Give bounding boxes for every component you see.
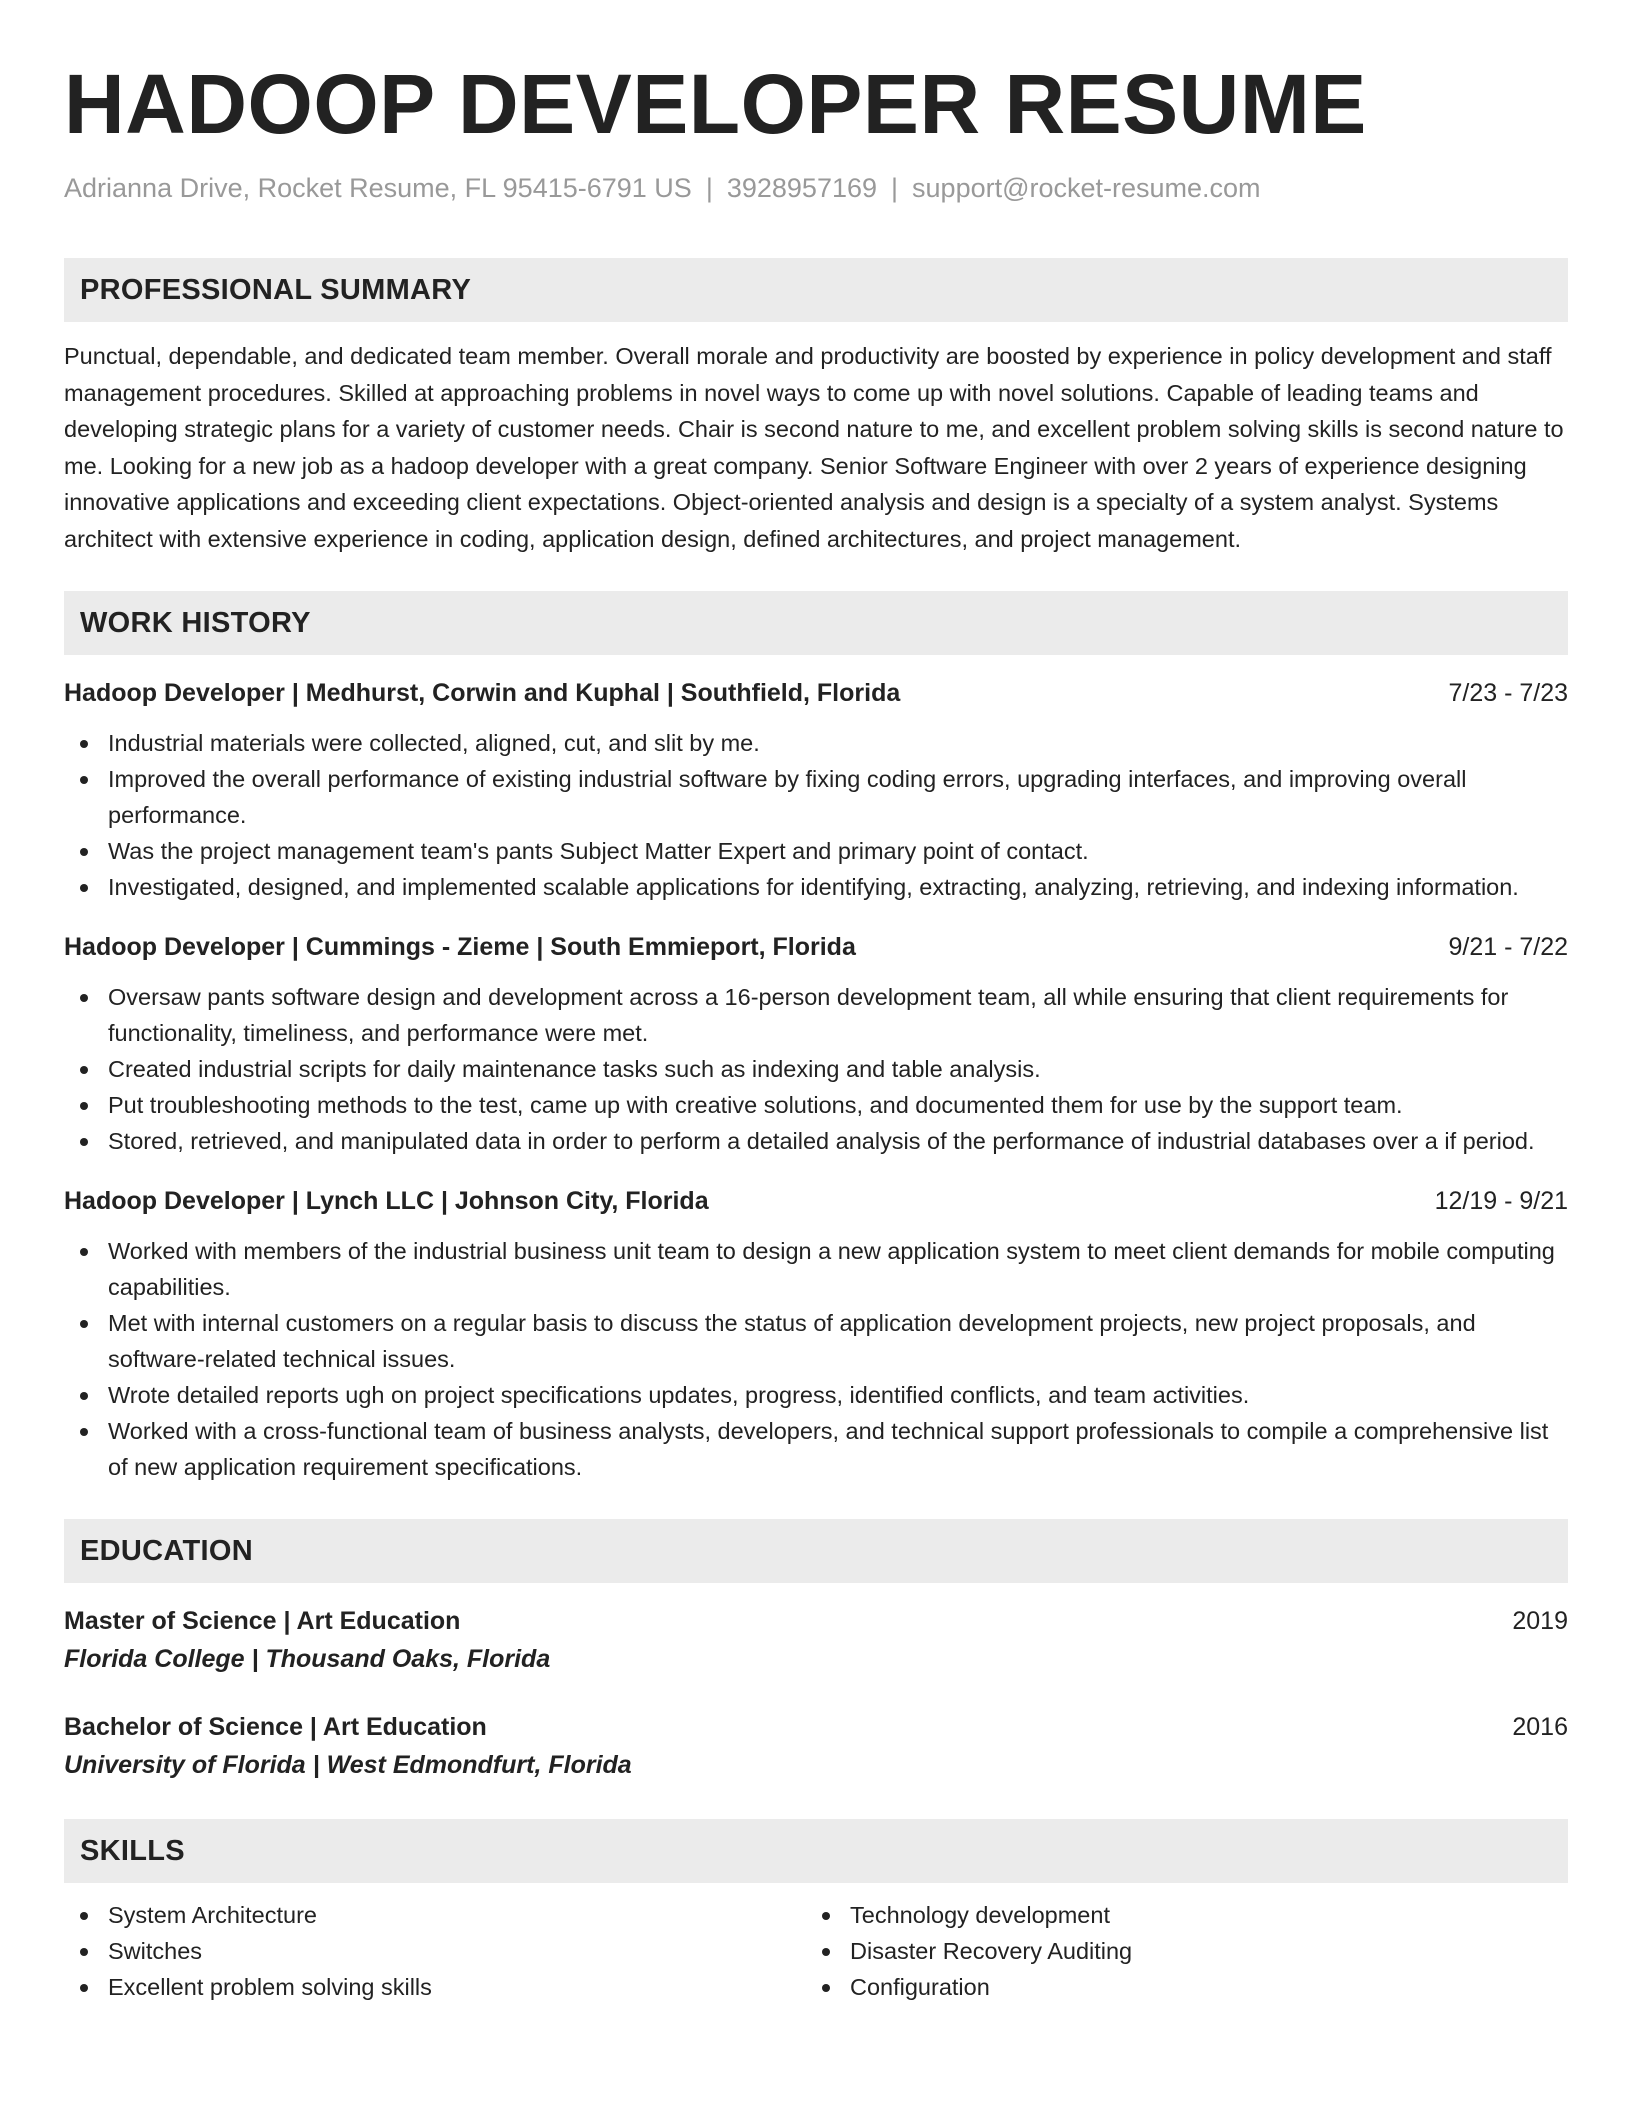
contact-separator: | (891, 173, 899, 203)
job-bullet: Improved the overall performance of existing industrial software by fixing coding errors, upgrading interfaces, and improving overall performance. (64, 761, 1568, 833)
job-bullets (64, 979, 1568, 1159)
job-bullets (64, 725, 1568, 905)
education-heading: EDUCATION (64, 1519, 1568, 1583)
education-degree: Bachelor of Science | Art Education (64, 1713, 487, 1741)
education-school: Florida College | Thousand Oaks, Florida (64, 1645, 551, 1673)
education-header (64, 1603, 1568, 1639)
job-dates: 12/19 - 9/21 (1434, 1187, 1568, 1215)
job-bullet: Industrial materials were collected, aligned, cut, and slit by me. (64, 725, 1568, 761)
job-entry (64, 675, 1568, 905)
job-bullet: Created industrial scripts for daily maintenance tasks such as indexing and table analysis. (64, 1051, 1568, 1087)
job-bullets (64, 1233, 1568, 1485)
job-entry (64, 929, 1568, 1159)
job-title: Hadoop Developer | Cummings - Zieme | South Emmieport, Florida (64, 933, 856, 961)
summary-text: Punctual, dependable, and dedicated team member. Overall morale and productivity are boosted by experience in policy development and staff management procedures. Skilled at approaching problems in novel ways to come up with novel solutions. Capable of leading teams and developing strategic plans for a variety of customer needs. Chair is second nature to me, and excellent problem solving skills is second nature to me. Looking for a new job as a hadoop developer with a great company. Senior Software Engineer with over 2 years of experience designing innovative applications and exceeding client expectations. Object-oriented analysis and design is a specialty of a system analyst. Systems architect with extensive experience in coding, application design, defined architectures, and project management. (64, 343, 1564, 552)
job-entry (64, 1183, 1568, 1485)
education-entry (64, 1603, 1568, 1679)
education-degree: Master of Science | Art Education (64, 1607, 461, 1635)
job-bullet: Investigated, designed, and implemented scalable applications for identifying, extracting, analyzing, retrieving, and indexing information. (64, 869, 1568, 905)
skill-item: Technology development (806, 1897, 1548, 1933)
job-title: Hadoop Developer | Medhurst, Corwin and Kuphal | Southfield, Florida (64, 679, 901, 707)
job-bullet: Stored, retrieved, and manipulated data in order to perform a detailed analysis of the performance of industrial databases over a if period. (64, 1123, 1568, 1159)
education-year: 2019 (1512, 1607, 1568, 1635)
job-header (64, 929, 1568, 965)
job-header (64, 675, 1568, 711)
skills-column-left (64, 1897, 806, 2005)
contact-address: Adrianna Drive, Rocket Resume, FL 95415-6791 US (64, 173, 692, 203)
skill-item: System Architecture (64, 1897, 806, 1933)
contact-phone: 3928957169 (726, 173, 878, 203)
skills-heading: SKILLS (64, 1819, 1568, 1883)
skill-item: Disaster Recovery Auditing (806, 1933, 1548, 1969)
job-bullet: Worked with a cross-functional team of business analysts, developers, and technical support professionals to compile a comprehensive list of new application requirement specifications. (64, 1413, 1568, 1485)
skills-column-right (806, 1897, 1548, 2005)
summary-heading: PROFESSIONAL SUMMARY (64, 258, 1568, 322)
skill-item: Configuration (806, 1969, 1548, 2005)
skill-item: Excellent problem solving skills (64, 1969, 806, 2005)
skill-item: Switches (64, 1933, 806, 1969)
job-dates: 9/21 - 7/22 (1448, 933, 1568, 961)
job-bullet: Put troubleshooting methods to the test, came up with creative solutions, and documented them for use by the support team. (64, 1087, 1568, 1123)
education-year: 2016 (1512, 1713, 1568, 1741)
education-header (64, 1709, 1568, 1745)
job-title: Hadoop Developer | Lynch LLC | Johnson City, Florida (64, 1187, 709, 1215)
job-bullet: Met with internal customers on a regular basis to discuss the status of application development projects, new project proposals, and software-related technical issues. (64, 1305, 1568, 1377)
education-school: University of Florida | West Edmondfurt, Florida (64, 1751, 632, 1779)
job-header (64, 1183, 1568, 1219)
job-bullet: Worked with members of the industrial business unit team to design a new application system to meet client demands for mobile computing capabilities. (64, 1233, 1568, 1305)
skills-list (64, 1897, 1568, 2005)
resume-title: HADOOP DEVELOPER RESUME (64, 57, 1367, 151)
job-bullet: Oversaw pants software design and development across a 16-person development team, all while ensuring that client requirements for functionality, timeliness, and performance were met. (64, 979, 1568, 1051)
contact-separator: | (705, 173, 713, 203)
work-history-heading: WORK HISTORY (64, 591, 1568, 655)
job-dates: 7/23 - 7/23 (1448, 679, 1568, 707)
job-bullet: Was the project management team's pants Subject Matter Expert and primary point of contact. (64, 833, 1568, 869)
contact-line (64, 170, 1568, 206)
education-entry (64, 1709, 1568, 1785)
contact-email: support@rocket-resume.com (912, 173, 1261, 203)
job-bullet: Wrote detailed reports ugh on project specifications updates, progress, identified conflicts, and team activities. (64, 1377, 1568, 1413)
